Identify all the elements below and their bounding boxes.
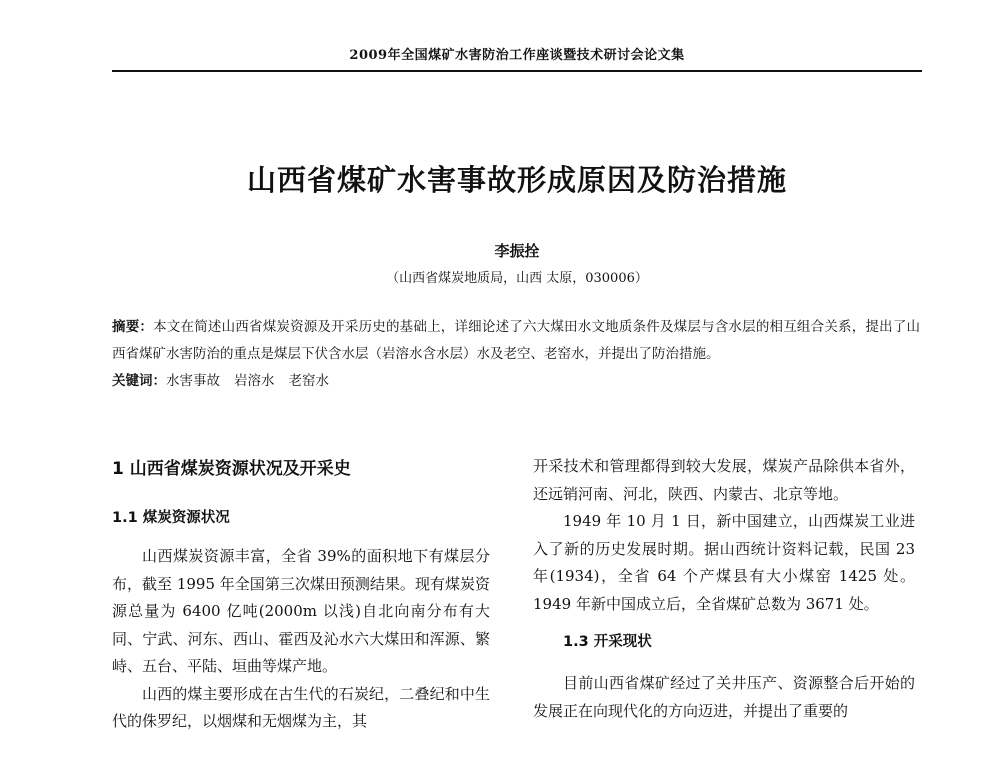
- body-paragraph: 开采技术和管理都得到较大发展，煤炭产品除供本省外，还远销河南、河北，陕西、内蒙古、北京等地。: [533, 457, 915, 503]
- keywords: [112, 368, 920, 395]
- right-column: [533, 455, 915, 725]
- section-heading: 1 山西省煤炭资源状况及开采史: [112, 459, 351, 479]
- abstract-text: 本文在简述山西省煤炭资源及开采历史的基础上，详细论述了六大煤田水文地质条件及煤层与含水层的相互组合关系，提出了山西省煤矿水害防治的重点是煤层下伏含水层（岩溶水含水层）水及老空、老窑水，并提出了防治措施。: [112, 319, 921, 362]
- body-paragraph: 1949 年 10 月 1 日，新中国建立，山西煤炭工业进入了新的历史发展时期。据山西统计资料记载，民国 23 年(1934)，全省 64 个产煤县有大小煤窑 1425 处。1949 年新中国成立后，全省煤矿总数为 3671 处。: [533, 512, 915, 613]
- paper-title: 山西省煤矿水害事故形成原因及防治措施: [246, 163, 787, 197]
- abstract: [112, 314, 920, 368]
- keyword: 岩溶水: [234, 373, 275, 389]
- keyword: 老窑水: [288, 373, 329, 389]
- keywords-label: 关键词：: [112, 373, 166, 389]
- body-paragraph: 山西煤炭资源丰富，全省 39%的面积地下有煤层分布，截至 1995 年全国第三次煤田预测结果。现有煤炭资源总量为 6400 亿吨(2000m 以浅)自北向南分布有大同、宁武、河东、西山、霍西及沁水六大煤田和浑源、繁峙、五台、平陆、垣曲等煤产地。: [112, 547, 490, 675]
- left-column: [112, 455, 490, 736]
- running-header: 2009年全国煤矿水害防治工作座谈暨技术研讨会论文集: [349, 48, 685, 63]
- header-rule: [112, 70, 922, 72]
- body-paragraph: 山西的煤主要形成在古生代的石炭纪，二叠纪和中生代的侏罗纪，以烟煤和无烟煤为主，其: [112, 684, 490, 730]
- subsection-heading: 1.1 煤炭资源状况: [112, 510, 230, 526]
- author-affiliation: （山西省煤炭地质局，山西 太原，030006）: [386, 271, 648, 286]
- author-name: 李振拴: [494, 242, 540, 260]
- abstract-label: 摘要：: [112, 319, 154, 335]
- body-paragraph: 目前山西省煤矿经过了关井压产、资源整合后开始的发展正在向现代化的方向迈进，并提出了重要的: [533, 674, 915, 720]
- subsection-heading: 1.3 开采现状: [563, 634, 652, 650]
- keyword: 水害事故: [166, 373, 220, 389]
